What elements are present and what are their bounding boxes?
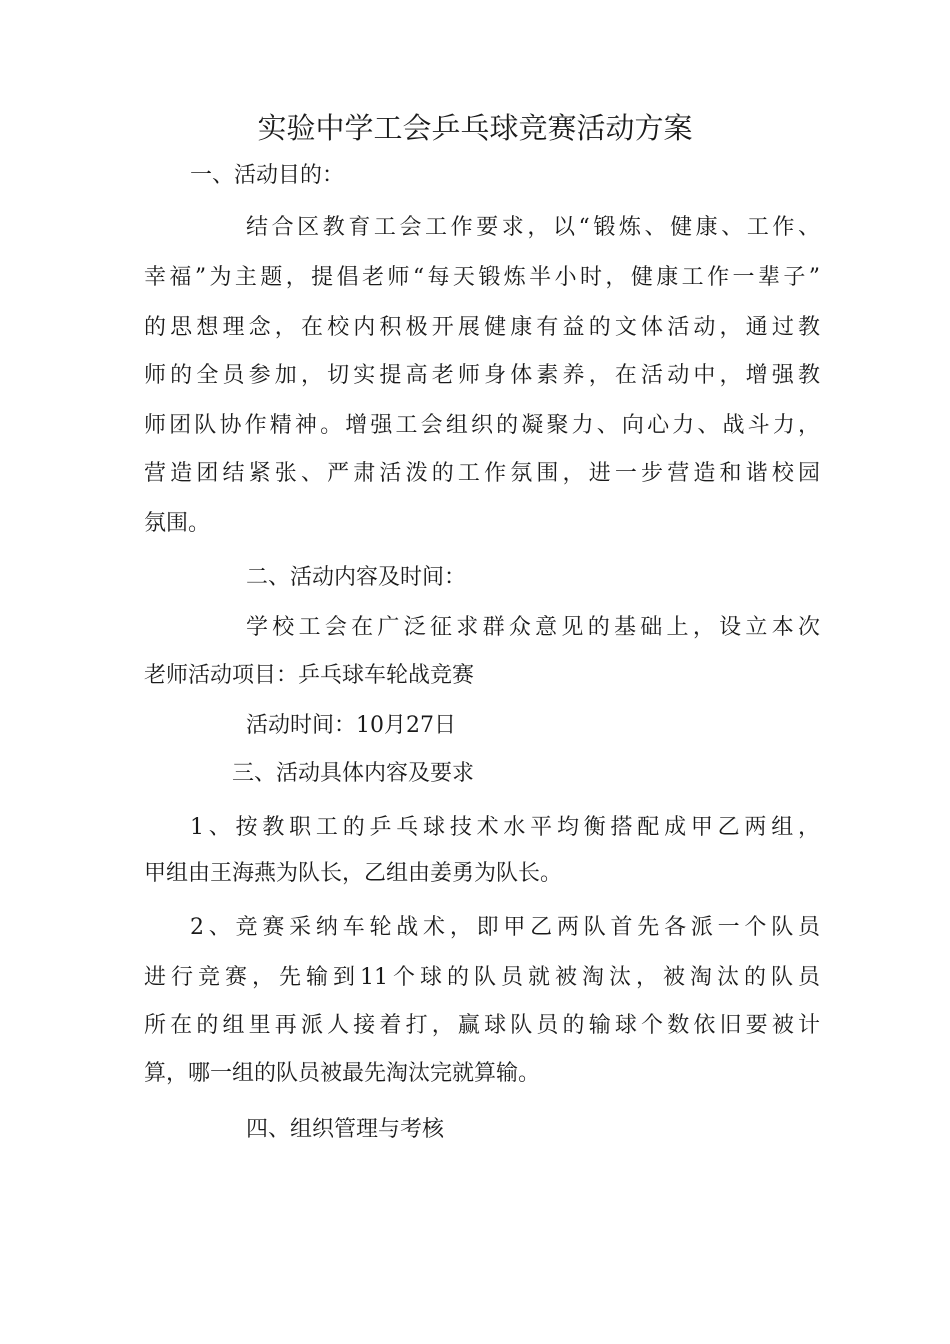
paragraph-line: 师的全员参加，切实提高老师身体素养，在活动中，增强教 xyxy=(144,363,820,388)
list-item-2-line: 算，哪一组的队员被最先淘汰完就算输。 xyxy=(144,1061,541,1086)
document-title: 实验中学工会乒乓球竞赛活动方案 xyxy=(257,111,693,145)
paragraph-line: 营造团结紧张、严肃活泼的工作氛围，进一步营造和谐校园 xyxy=(144,461,820,486)
section-3-heading: 三、活动具体内容及要求 xyxy=(232,761,475,786)
paragraph-line: 氛围。 xyxy=(144,511,211,536)
section-1-heading: 一、活动目的： xyxy=(190,163,345,188)
paragraph-line: 的思想理念，在校内积极开展健康有益的文体活动，通过教 xyxy=(144,315,820,340)
section-4-heading: 四、组织管理与考核 xyxy=(246,1117,445,1142)
list-item-2-line: 进行竞赛，先输到11个球的队员就被淘汰，被淘汰的队员 xyxy=(144,965,820,990)
paragraph-line: 结合区教育工会工作要求，以“锻炼、健康、工作、 xyxy=(246,215,820,240)
paragraph-line: 老师活动项目：乒乓球车轮战竞赛 xyxy=(144,663,475,688)
paragraph-line: 师团队协作精神。增强工会组织的凝聚力、向心力、战斗力， xyxy=(144,413,820,438)
list-item-1-line: 1、按教职工的乒乓球技术水平均衡搭配成甲乙两组， xyxy=(190,815,820,840)
list-item-2-line: 所在的组里再派人接着打，赢球队员的输球个数依旧要被计 xyxy=(144,1013,820,1038)
list-item-2-line: 2、竞赛采纳车轮战术，即甲乙两队首先各派一个队员 xyxy=(190,915,820,940)
section-2-heading: 二、活动内容及时间： xyxy=(246,565,467,590)
paragraph-line: 学校工会在广泛征求群众意见的基础上，设立本次 xyxy=(246,615,820,640)
paragraph-line: 幸福”为主题，提倡老师“每天锻炼半小时，健康工作一辈子” xyxy=(144,265,820,290)
activity-time: 活动时间：10月27日 xyxy=(246,713,456,738)
list-item-1-line: 甲组由王海燕为队长，乙组由姜勇为队长。 xyxy=(144,861,563,886)
